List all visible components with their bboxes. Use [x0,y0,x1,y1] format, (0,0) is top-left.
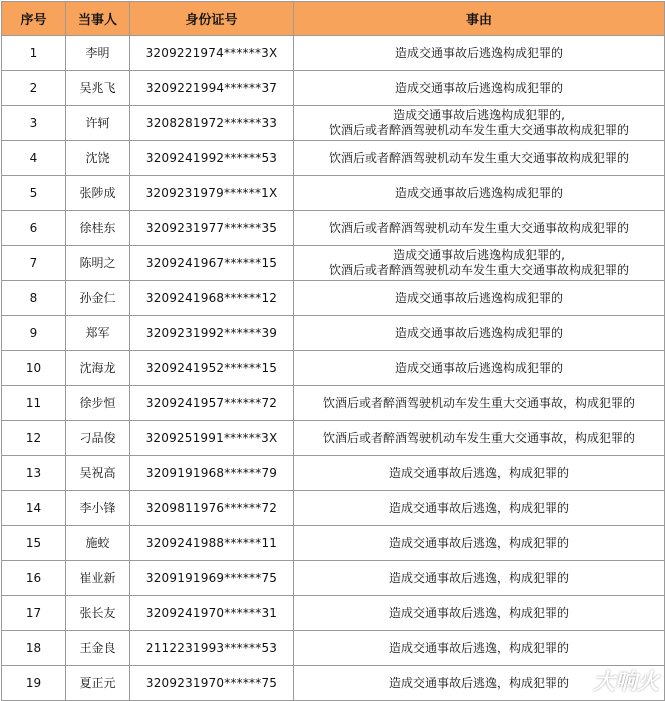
reason-line: 造成交通事故后逃逸，构成犯罪的 [388,535,569,550]
table-row [2,351,665,386]
cell-id: 3209811976******72 [130,491,294,526]
cell-reason [294,141,665,176]
cell-id: 3209191968******79 [130,456,294,491]
cell-reason [294,561,665,596]
header-no: 序号 [2,2,66,36]
table-row [2,71,665,106]
table-row [2,386,665,421]
reason-line: 饮酒后或者醉酒驾驶机动车发生重大交通事故构成犯罪的 [328,220,629,235]
cell-reason [294,491,665,526]
reason-line: 造成交通事故后逃逸，构成犯罪的 [388,640,569,655]
cell-reason [294,211,665,246]
cell-id: 3209241970******31 [130,596,294,631]
cell-reason [294,421,665,456]
cell-no: 16 [2,561,66,596]
cell-id: 3209231970******75 [130,666,294,701]
reason-line: 造成交通事故后逃逸构成犯罪的 [394,325,563,340]
cell-name: 王金良 [66,631,130,666]
cell-name: 张长友 [66,596,130,631]
cell-name: 沈海龙 [66,351,130,386]
violations-table [1,1,665,701]
cell-no: 11 [2,386,66,421]
reason-line: 造成交通事故后逃逸构成犯罪的 [394,290,563,305]
reason-line: 造成交通事故后逃逸，构成犯罪的 [388,605,569,620]
table-row [2,666,665,701]
header-name: 当事人 [66,2,130,36]
table-row [2,176,665,211]
reason-line: 造成交通事故后逃逸构成犯罪的 [394,80,563,95]
cell-id: 3209191969******75 [130,561,294,596]
cell-name: 郑军 [66,316,130,351]
cell-name: 张陟成 [66,176,130,211]
cell-id: 3209231992******39 [130,316,294,351]
cell-id: 3209231977******35 [130,211,294,246]
cell-no: 3 [2,106,66,141]
cell-name: 崔业新 [66,561,130,596]
reason-line: 造成交通事故后逃逸构成犯罪的, [393,248,565,262]
cell-reason [294,176,665,211]
reason-line: 饮酒后或者醉酒驾驶机动车发生重大交通事故构成犯罪的 [328,263,629,277]
cell-no: 2 [2,71,66,106]
cell-name: 陈明之 [66,246,130,281]
cell-no: 4 [2,141,66,176]
cell-name: 徐桂东 [66,211,130,246]
cell-reason [294,631,665,666]
cell-no: 18 [2,631,66,666]
cell-id: 3209241968******12 [130,281,294,316]
table-row [2,561,665,596]
cell-reason [294,456,665,491]
cell-no: 1 [2,36,66,71]
cell-id: 3209241967******15 [130,246,294,281]
reason-line: 饮酒后或者醉酒驾驶机动车发生重大交通事故，构成犯罪的 [322,430,635,445]
table-row [2,141,665,176]
cell-reason [294,386,665,421]
cell-name: 沈饶 [66,141,130,176]
cell-no: 15 [2,526,66,561]
cell-name: 许轲 [66,106,130,141]
reason-line: 饮酒后或者醉酒驾驶机动车发生重大交通事故构成犯罪的 [328,150,629,165]
header-reason: 事由 [294,2,665,36]
header-id: 身份证号 [130,2,294,36]
reason-line: 造成交通事故后逃逸构成犯罪的 [394,45,563,60]
cell-no: 14 [2,491,66,526]
cell-id: 3209241992******53 [130,141,294,176]
cell-reason [294,526,665,561]
cell-no: 9 [2,316,66,351]
cell-reason [294,246,665,281]
table-row [2,211,665,246]
cell-id: 2112231993******53 [130,631,294,666]
cell-name: 吴祝高 [66,456,130,491]
reason-line: 饮酒后或者醉酒驾驶机动车发生重大交通事故，构成犯罪的 [322,395,635,410]
table-row [2,246,665,281]
cell-no: 5 [2,176,66,211]
cell-reason [294,596,665,631]
table-row [2,106,665,141]
cell-reason [294,36,665,71]
watermark-text: 大响火 [592,670,659,695]
cell-name: 刁品俊 [66,421,130,456]
table-row [2,316,665,351]
cell-no: 17 [2,596,66,631]
cell-id: 3209221994******37 [130,71,294,106]
cell-reason [294,281,665,316]
cell-no: 19 [2,666,66,701]
reason-line: 造成交通事故后逃逸，构成犯罪的 [388,675,569,690]
cell-no: 12 [2,421,66,456]
table-row [2,456,665,491]
cell-no: 7 [2,246,66,281]
cell-name: 吴兆飞 [66,71,130,106]
cell-name: 孙金仁 [66,281,130,316]
cell-reason [294,351,665,386]
reason-line: 饮酒后或者醉酒驾驶机动车发生重大交通事故构成犯罪的 [328,123,629,137]
cell-no: 8 [2,281,66,316]
cell-id: 3209221974******3X [130,36,294,71]
cell-name: 李明 [66,36,130,71]
reason-line: 造成交通事故后逃逸，构成犯罪的 [388,570,569,585]
reason-line: 造成交通事故后逃逸，构成犯罪的 [388,465,569,480]
cell-name: 夏正元 [66,666,130,701]
table-row [2,36,665,71]
cell-name: 徐步恒 [66,386,130,421]
cell-id: 3209241957******72 [130,386,294,421]
watermark-logo [593,665,659,696]
table-row [2,596,665,631]
cell-reason [294,71,665,106]
table-row [2,281,665,316]
cell-reason [294,316,665,351]
cell-id: 3209231979******1X [130,176,294,211]
cell-id: 3209251991******3X [130,421,294,456]
cell-no: 6 [2,211,66,246]
table-row [2,526,665,561]
cell-name: 李小锋 [66,491,130,526]
cell-id: 3209241988******11 [130,526,294,561]
cell-id: 3209241952******15 [130,351,294,386]
reason-line: 造成交通事故后逃逸构成犯罪的 [394,185,563,200]
table-row [2,631,665,666]
header-row [2,2,665,36]
cell-id: 3208281972******33 [130,106,294,141]
cell-no: 10 [2,351,66,386]
cell-reason [294,106,665,141]
cell-no: 13 [2,456,66,491]
cell-name: 施蛟 [66,526,130,561]
reason-line: 造成交通事故后逃逸，构成犯罪的 [388,500,569,515]
table-row [2,421,665,456]
reason-line: 造成交通事故后逃逸构成犯罪的 [394,360,563,375]
reason-line: 造成交通事故后逃逸构成犯罪的, [393,108,565,122]
table-row [2,491,665,526]
